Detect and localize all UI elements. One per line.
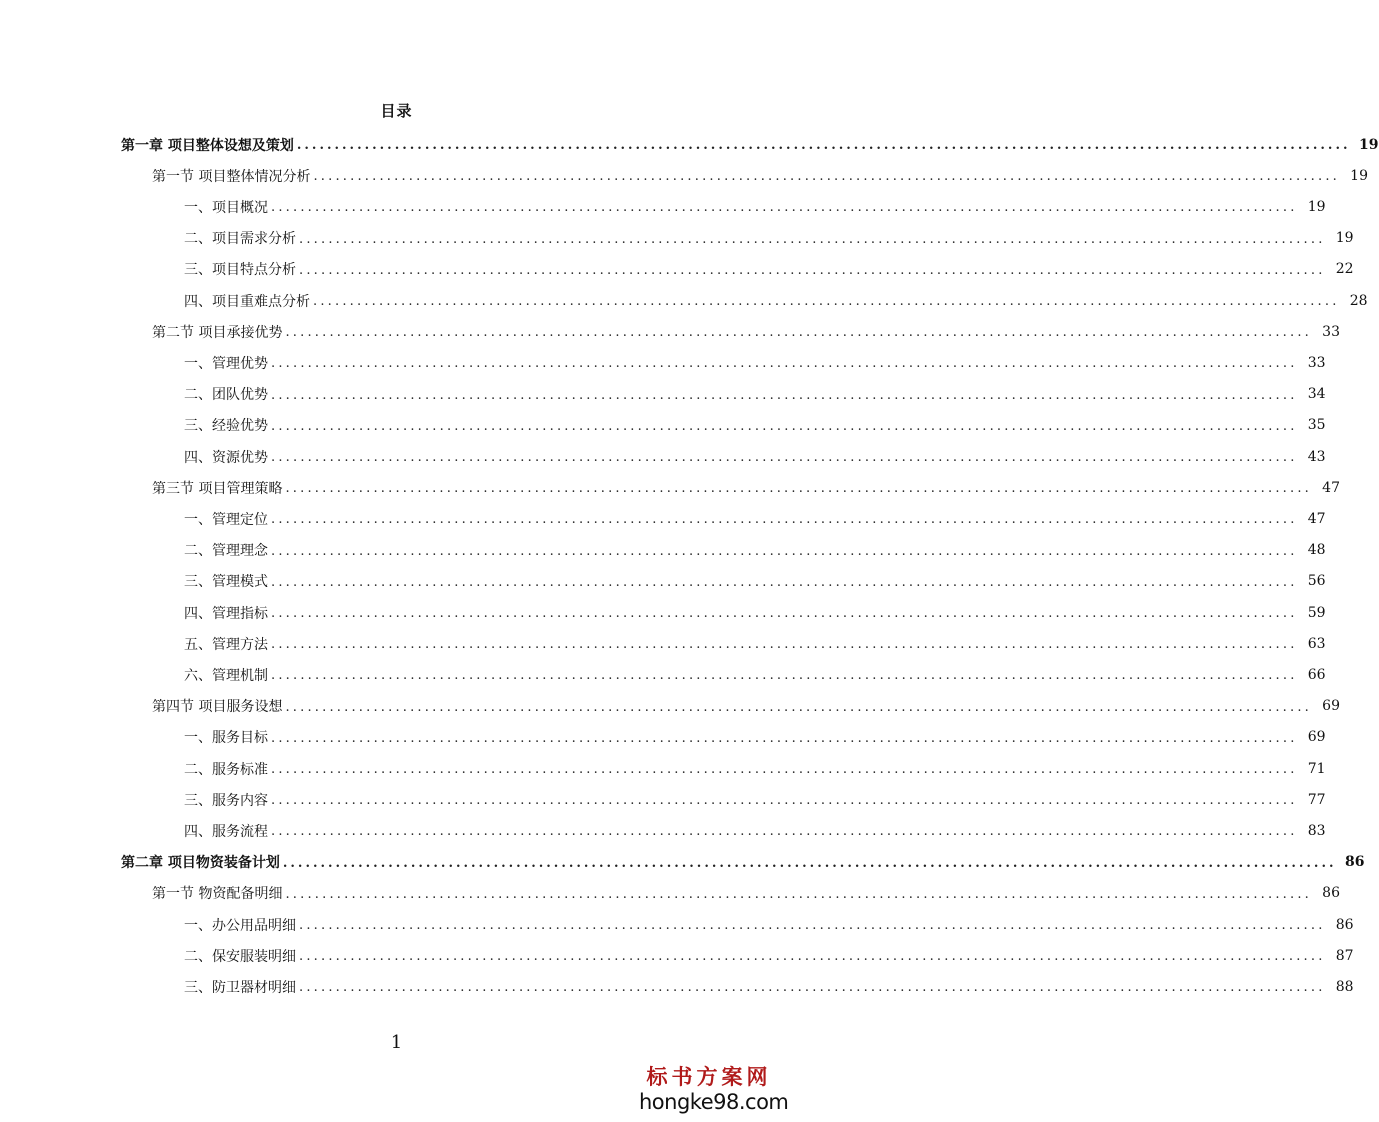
toc-dot-leader: ............................................................................................................................................ <box>271 418 1298 434</box>
toc-entry-page: 59 <box>1307 604 1326 621</box>
toc-entry-page: 47 <box>1322 479 1340 496</box>
toc-subsection-entry <box>184 909 1354 940</box>
toc-subsection-entry <box>184 191 1326 222</box>
toc-subsection-entry <box>184 628 1326 659</box>
toc-entry-label: 三、经验优势 <box>184 418 268 435</box>
toc-entry-label: 三、服务内容 <box>184 792 268 809</box>
toc-entry-page: 47 <box>1307 510 1326 527</box>
toc-subsection-entry <box>184 971 1354 1002</box>
toc-entry-page: 69 <box>1322 698 1340 715</box>
toc-entry-page: 86 <box>1335 916 1354 933</box>
toc-entry-label: 一、管理定位 <box>184 511 268 528</box>
toc-entry-label: 第一节 项目整体情况分析 <box>152 168 311 185</box>
toc-dot-leader: ............................................................................................................................................ <box>271 730 1298 746</box>
toc-subsection-entry <box>184 410 1326 441</box>
watermark-url: hongke98.com <box>639 1090 789 1114</box>
toc-entry-label: 四、项目重难点分析 <box>184 293 310 310</box>
toc-chapter-entry <box>121 847 1365 878</box>
toc-subsection-entry <box>184 535 1326 566</box>
toc-dot-leader: ............................................................................................................................................ <box>271 574 1298 590</box>
toc-dot-leader: ............................................................................................................................................ <box>271 200 1298 216</box>
toc-entry-page: 63 <box>1307 635 1326 652</box>
toc-entry-page: 28 <box>1349 292 1368 309</box>
page-number: 1 <box>390 1032 403 1053</box>
toc-subsection-entry <box>184 223 1354 254</box>
toc-entry-label: 四、管理指标 <box>184 605 268 622</box>
toc-subsection-entry <box>184 503 1326 534</box>
toc-entry-page: 19 <box>1307 198 1326 215</box>
toc-entry-page: 35 <box>1307 417 1326 434</box>
toc-dot-leader: ............................................................................................................................................ <box>271 762 1298 777</box>
toc-dot-leader: ............................................................................................................................................ <box>271 387 1298 403</box>
toc-entry-page: 22 <box>1335 261 1354 278</box>
toc-subsection-entry <box>184 566 1326 597</box>
toc-entry-page: 43 <box>1307 448 1326 465</box>
toc-entry-page: 48 <box>1307 542 1326 559</box>
toc-dot-leader: ............................................................................................................................................ <box>271 824 1298 840</box>
toc-dot-leader: ............................................................................................................................................ <box>313 294 1340 309</box>
toc-entry-page: 86 <box>1345 854 1365 871</box>
toc-entry-page: 69 <box>1307 729 1326 746</box>
toc-entry-page: 33 <box>1307 354 1326 371</box>
toc-entry-label: 一、办公用品明细 <box>184 917 296 934</box>
toc-subsection-entry <box>184 441 1326 472</box>
toc-entry-label: 第一节 物资配备明细 <box>152 886 283 903</box>
toc-dot-leader: ............................................................................................................................................ <box>296 138 1351 153</box>
toc-entry-label: 二、项目需求分析 <box>184 231 296 248</box>
toc-entry-label: 四、服务流程 <box>184 823 268 840</box>
toc-dot-leader: ............................................................................................................................................ <box>271 606 1298 621</box>
toc-entry-label: 三、项目特点分析 <box>184 262 296 279</box>
watermark-brand: 标书方案网 <box>646 1065 772 1089</box>
toc-subsection-entry <box>184 815 1326 846</box>
toc-entry-label: 三、防卫器材明细 <box>184 979 296 996</box>
toc-dot-leader: ............................................................................................................................................ <box>285 699 1312 715</box>
toc-section-entry <box>152 878 1340 909</box>
toc-entry-label: 第二章 项目物资装备计划 <box>121 855 280 872</box>
toc-subsection-entry <box>184 254 1354 285</box>
toc-dot-leader: ............................................................................................................................................ <box>299 262 1326 278</box>
toc-subsection-entry <box>184 722 1326 753</box>
toc-entry-page: 86 <box>1322 885 1340 902</box>
toc-subsection-entry <box>184 597 1326 628</box>
toc-dot-leader: ............................................................................................................................................ <box>285 481 1312 497</box>
toc-entry-label: 二、管理理念 <box>184 543 268 560</box>
toc-dot-leader: ............................................................................................................................................ <box>271 512 1298 528</box>
toc-dot-leader: ............................................................................................................................................ <box>285 886 1312 902</box>
toc-entry-page: 56 <box>1307 573 1326 590</box>
toc-entry-page: 87 <box>1335 947 1354 964</box>
toc-section-entry <box>152 316 1340 347</box>
toc-dot-leader: ............................................................................................................................................ <box>271 793 1298 809</box>
toc-entry-label: 第一章 项目整体设想及策划 <box>121 137 294 154</box>
toc-dot-leader: ............................................................................................................................................ <box>299 980 1326 996</box>
page-title: 目录 <box>380 102 413 120</box>
toc-dot-leader: ............................................................................................................................................ <box>271 637 1298 653</box>
toc-section-entry <box>152 691 1340 722</box>
toc-entry-page: 33 <box>1322 323 1340 340</box>
toc-entry-label: 二、保安服装明细 <box>184 948 296 965</box>
toc-dot-leader: ............................................................................................................................................ <box>271 668 1298 684</box>
toc-entry-page: 19 <box>1359 136 1379 153</box>
toc-chapter-entry <box>121 129 1379 160</box>
toc-entry-page: 88 <box>1335 978 1354 995</box>
watermark <box>639 1064 789 1114</box>
toc-dot-leader: ............................................................................................................................................ <box>282 855 1337 871</box>
toc-entry-page: 19 <box>1335 230 1354 247</box>
toc-entry-label: 二、团队优势 <box>184 387 268 404</box>
toc-subsection-entry <box>184 659 1326 690</box>
toc-subsection-entry <box>184 753 1326 784</box>
toc-subsection-entry <box>184 347 1326 378</box>
toc-subsection-entry <box>184 784 1326 815</box>
toc-entry-page: 19 <box>1350 167 1368 184</box>
toc-dot-leader: ............................................................................................................................................ <box>299 918 1326 933</box>
toc-entry-label: 一、服务目标 <box>184 730 268 747</box>
toc-dot-leader: ............................................................................................................................................ <box>299 949 1326 965</box>
toc-dot-leader: ............................................................................................................................................ <box>299 231 1326 247</box>
toc-dot-leader: ............................................................................................................................................ <box>313 169 1340 185</box>
toc-dot-leader: ............................................................................................................................................ <box>285 325 1312 341</box>
toc-dot-leader: ............................................................................................................................................ <box>271 543 1298 559</box>
toc-entry-page: 34 <box>1307 386 1326 403</box>
toc-entry-label: 第三节 项目管理策略 <box>152 480 283 497</box>
toc-section-entry <box>152 472 1340 503</box>
toc-entry-label: 一、管理优势 <box>184 355 268 372</box>
toc-subsection-entry <box>184 285 1368 316</box>
toc-dot-leader: ............................................................................................................................................ <box>271 356 1298 372</box>
toc-dot-leader: ............................................................................................................................................ <box>271 450 1298 465</box>
toc-entry-label: 二、服务标准 <box>184 761 268 778</box>
toc-entry-page: 71 <box>1307 760 1326 777</box>
toc-entry-label: 六、管理机制 <box>184 667 268 684</box>
toc-subsection-entry <box>184 379 1326 410</box>
toc-subsection-entry <box>184 940 1354 971</box>
toc-entry-page: 83 <box>1307 822 1326 839</box>
toc-entry-page: 77 <box>1307 791 1326 808</box>
toc-entry-label: 第四节 项目服务设想 <box>152 699 283 716</box>
toc-entry-page: 66 <box>1307 666 1326 683</box>
toc-entry-label: 三、管理模式 <box>184 574 268 591</box>
toc-entry-label: 第二节 项目承接优势 <box>152 324 283 341</box>
toc-section-entry <box>152 160 1368 191</box>
toc-entry-label: 一、项目概况 <box>184 199 268 216</box>
toc-entry-label: 四、资源优势 <box>184 449 268 466</box>
toc-entry-label: 五、管理方法 <box>184 636 268 653</box>
